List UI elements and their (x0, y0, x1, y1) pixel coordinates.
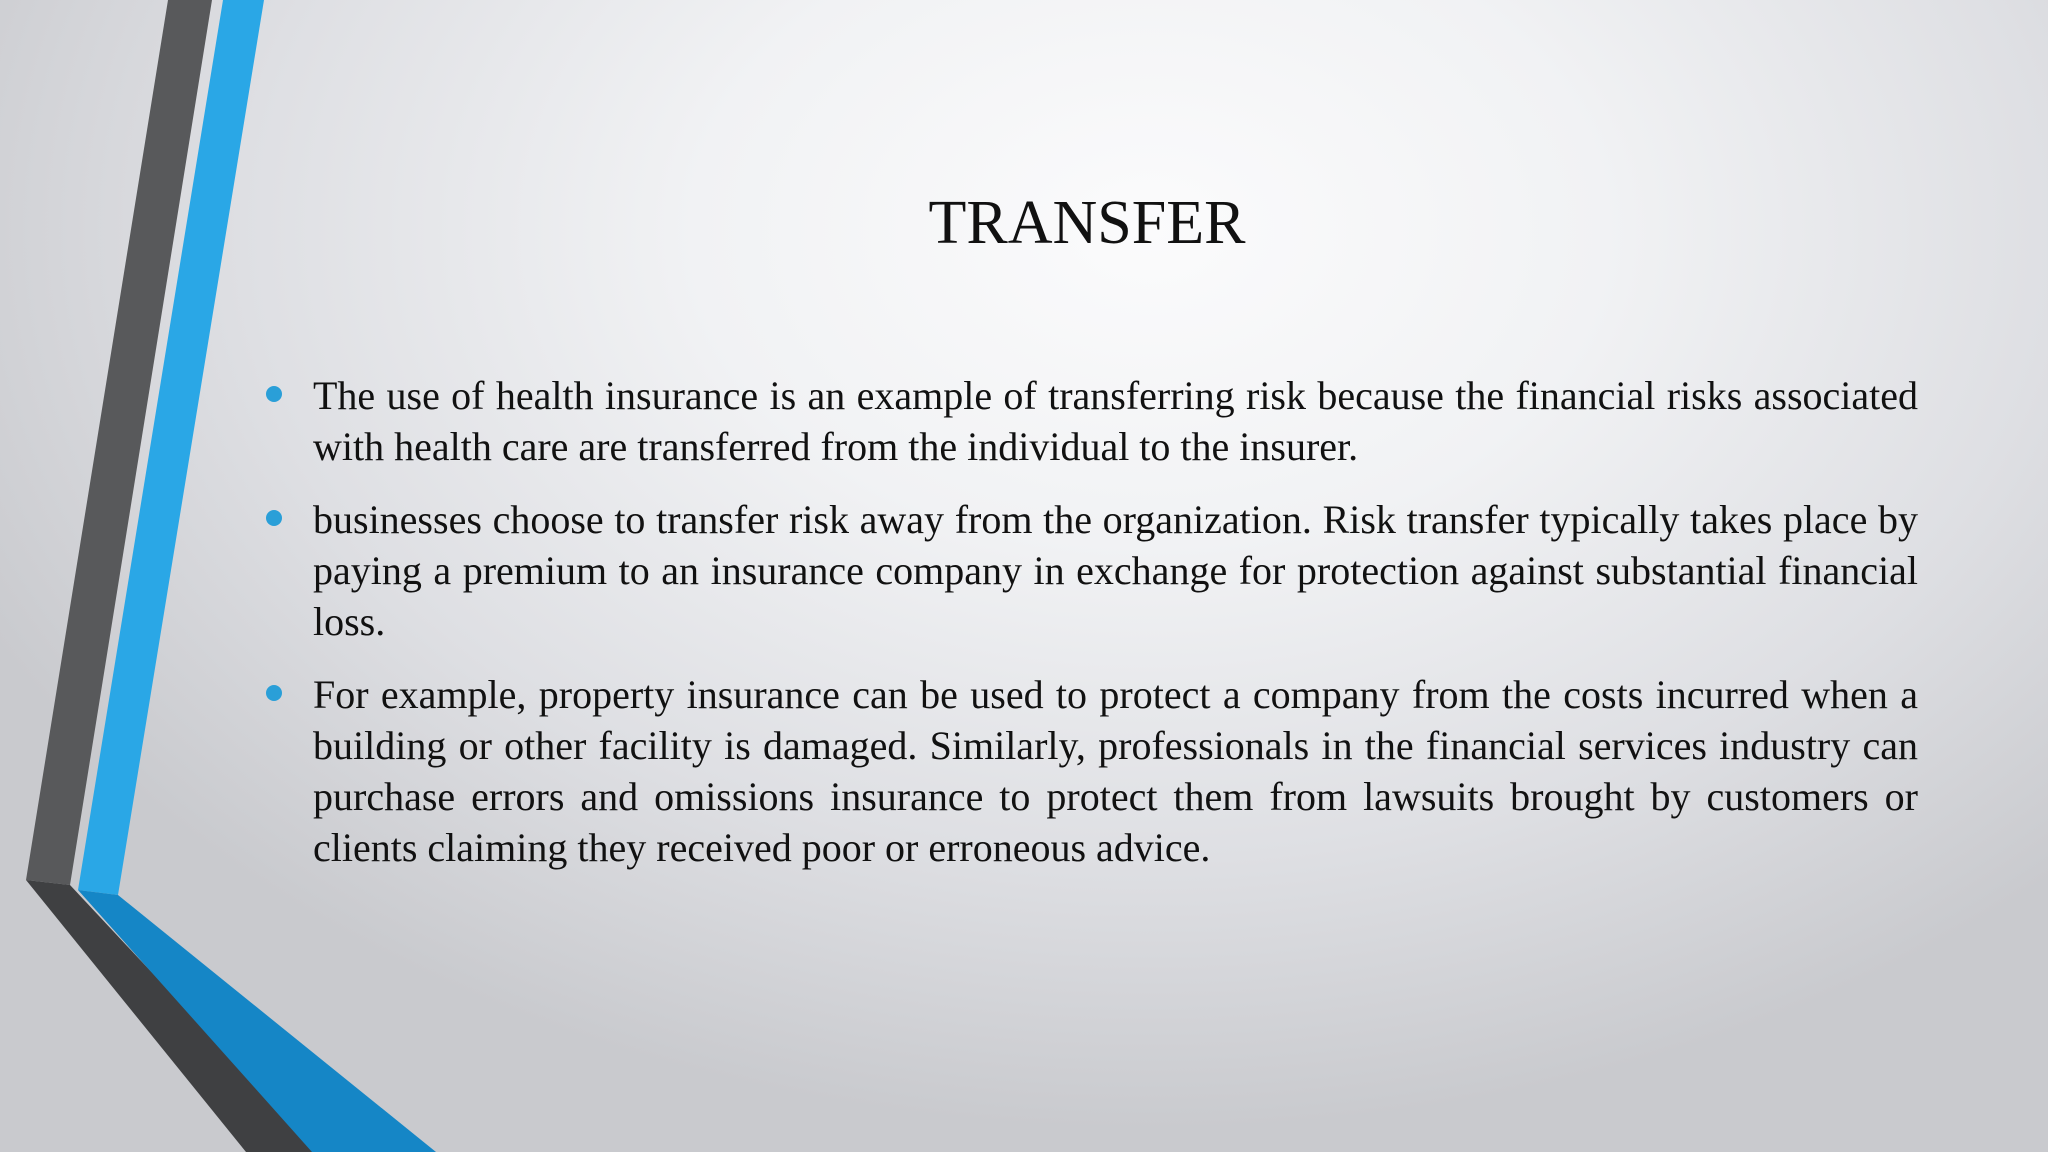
bullet-dot-icon (266, 685, 282, 701)
bullet-text: businesses choose to transfer risk away from the organization. Risk transfer typically takes place by paying a premium to an insurance company in exchange for protection against substantial financial loss. (313, 497, 1918, 644)
bullet-text: The use of health insurance is an example of transferring risk because the financial risks associated with health care are transferred from the individual to the insurer. (313, 373, 1918, 469)
bullet-item (256, 370, 1918, 472)
slide-title: TRANSFER (928, 189, 1246, 257)
bullet-item (256, 669, 1918, 873)
bullet-text: For example, property insurance can be used to protect a company from the costs incurred when a building or other facility is damaged. Similarly, professionals in the financial services industry can purchase errors and omissions insurance to protect them from lawsuits brought by customers or clients claiming they received poor or erroneous advice. (313, 672, 1918, 870)
bullet-dot-icon (266, 386, 282, 402)
bullet-list (256, 370, 1918, 895)
bullet-item (256, 494, 1918, 647)
bullet-dot-icon (266, 510, 282, 526)
